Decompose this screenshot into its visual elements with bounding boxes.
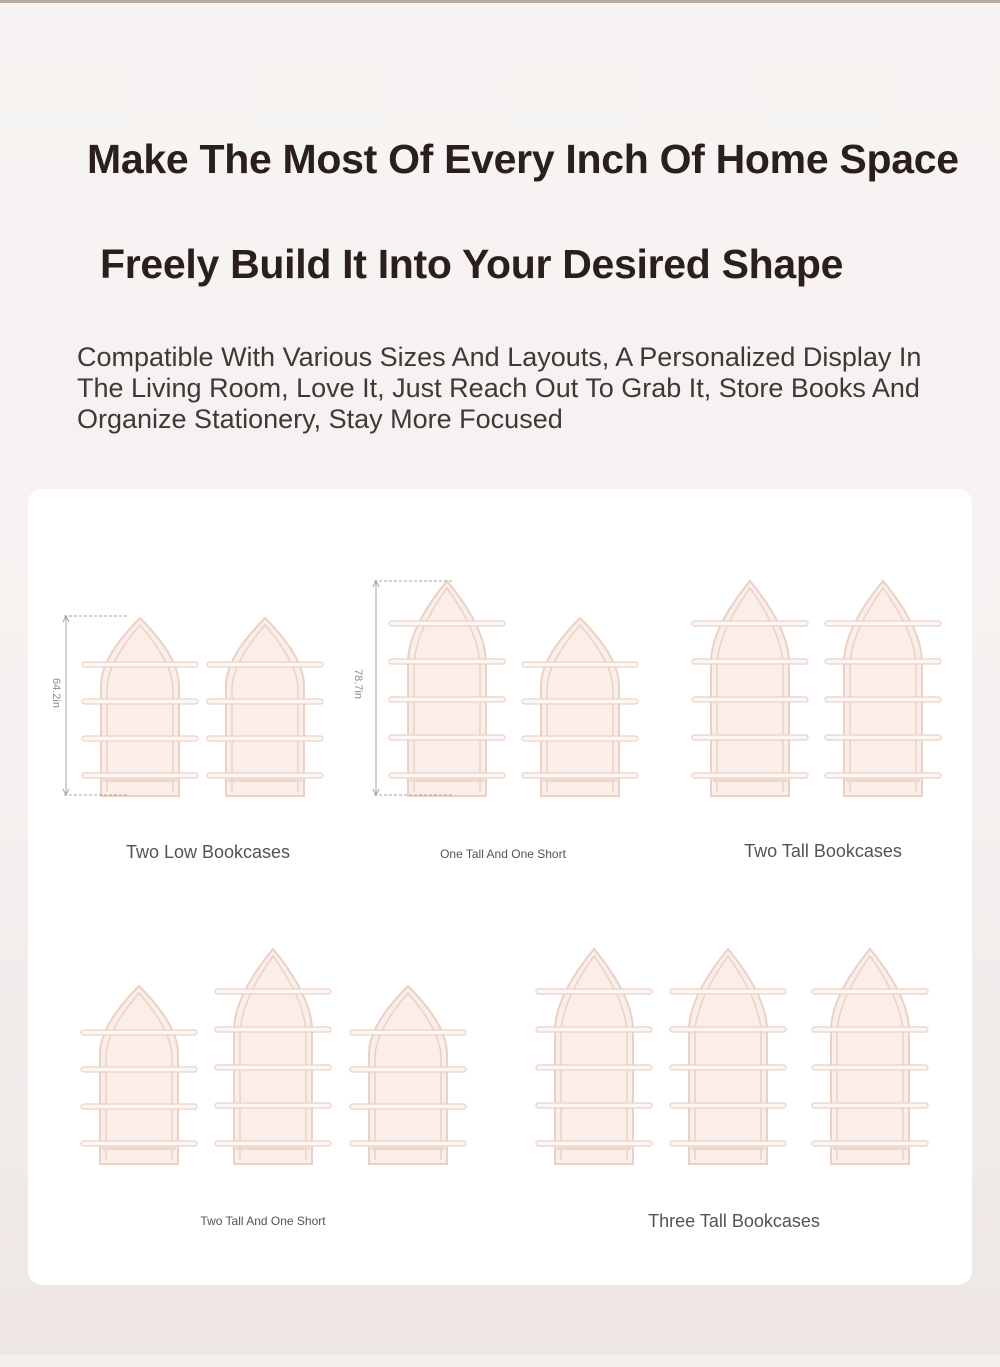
shelf-board bbox=[81, 1104, 197, 1109]
shelf-board bbox=[812, 1027, 928, 1032]
shelf-board bbox=[812, 1103, 928, 1108]
config-label-two-tall-one-short: Two Tall And One Short bbox=[200, 1214, 326, 1228]
shelf-board bbox=[81, 1067, 197, 1072]
config-label-one-tall-one-short: One Tall And One Short bbox=[440, 847, 566, 861]
shelf-board bbox=[207, 773, 323, 778]
shelf-board bbox=[522, 736, 638, 741]
shelf-board bbox=[522, 662, 638, 667]
shelf-board bbox=[522, 699, 638, 704]
shelf-board bbox=[670, 1065, 786, 1070]
shelf-board bbox=[522, 773, 638, 778]
bookcase-frame bbox=[101, 618, 179, 796]
shelf-board bbox=[536, 1027, 652, 1032]
shelf-board bbox=[389, 773, 505, 778]
shelf-board bbox=[82, 736, 198, 741]
shelf-board bbox=[812, 1141, 928, 1146]
shelf-board bbox=[692, 659, 808, 664]
bookcase-tall bbox=[692, 581, 808, 796]
shelf-board bbox=[207, 662, 323, 667]
shelf-board bbox=[670, 1141, 786, 1146]
shelf-board bbox=[81, 1030, 197, 1035]
bookcase-frame bbox=[831, 949, 909, 1164]
shelf-board bbox=[389, 735, 505, 740]
bookcase-frame bbox=[234, 949, 312, 1164]
bottom-accent-board bbox=[691, 1147, 765, 1150]
shelf-board bbox=[215, 1103, 331, 1108]
bookcase-tall bbox=[825, 581, 941, 796]
bookcase-tall bbox=[215, 949, 331, 1164]
bottom-accent-board bbox=[713, 779, 787, 782]
shelf-board bbox=[389, 621, 505, 626]
shelf-board bbox=[207, 699, 323, 704]
shelf-board bbox=[82, 699, 198, 704]
bookcase-short bbox=[207, 618, 323, 796]
shelf-board bbox=[215, 1027, 331, 1032]
shelf-board bbox=[670, 1027, 786, 1032]
shelf-board bbox=[81, 1141, 197, 1146]
bottom-accent-board bbox=[102, 1147, 176, 1150]
bookcase-frame bbox=[555, 949, 633, 1164]
shelf-board bbox=[207, 736, 323, 741]
page-subheadline: Freely Build It Into Your Desired Shape bbox=[100, 241, 844, 287]
shelf-board bbox=[692, 621, 808, 626]
configurations-card bbox=[28, 489, 972, 1285]
config-label-two-low: Two Low Bookcases bbox=[125, 842, 291, 862]
configuration-one-tall-one-short bbox=[373, 581, 638, 796]
configuration-three-tall-bookcases bbox=[536, 949, 928, 1164]
bookcase-frame bbox=[226, 618, 304, 796]
bookcase-frame bbox=[711, 581, 789, 796]
config-label-three-tall: Three Tall Bookcases bbox=[648, 1211, 820, 1231]
configuration-two-low-bookcases bbox=[63, 616, 323, 796]
bookcase-short bbox=[82, 618, 198, 796]
shelf-board bbox=[350, 1067, 466, 1072]
shelf-board bbox=[812, 1065, 928, 1070]
bookcase-frame bbox=[541, 618, 619, 796]
shelf-board bbox=[536, 989, 652, 994]
shelf-board bbox=[215, 989, 331, 994]
configuration-two-tall-one-short bbox=[81, 949, 466, 1164]
bookcase-tall bbox=[670, 949, 786, 1164]
shelf-board bbox=[825, 773, 941, 778]
shelf-board bbox=[389, 697, 505, 702]
shelf-board bbox=[670, 989, 786, 994]
height-dimension-label-tall: 78.7in bbox=[351, 669, 364, 699]
bottom-accent-board bbox=[543, 779, 617, 782]
bookcase-frame bbox=[844, 581, 922, 796]
shelf-board bbox=[825, 621, 941, 626]
bookcase-tall bbox=[536, 949, 652, 1164]
bookcase-tall bbox=[812, 949, 928, 1164]
shelf-board bbox=[215, 1065, 331, 1070]
bottom-accent-board bbox=[557, 1147, 631, 1150]
shelf-board bbox=[812, 989, 928, 994]
bottom-accent-board bbox=[410, 779, 484, 782]
bottom-accent-board bbox=[846, 779, 920, 782]
bookcase-frame bbox=[100, 986, 178, 1164]
shelf-board bbox=[536, 1103, 652, 1108]
shelf-board bbox=[389, 659, 505, 664]
bookcase-frame bbox=[689, 949, 767, 1164]
bookcase-short bbox=[522, 618, 638, 796]
bottom-accent-board bbox=[371, 1147, 445, 1150]
shelf-board bbox=[825, 697, 941, 702]
shelf-board bbox=[825, 659, 941, 664]
bottom-accent-board bbox=[833, 1147, 907, 1150]
bookcase-short bbox=[81, 986, 197, 1164]
shelf-board bbox=[536, 1141, 652, 1146]
top-border-strip bbox=[0, 0, 1000, 3]
bottom-border-strip bbox=[0, 1355, 1000, 1367]
configuration-two-tall-bookcases bbox=[692, 581, 941, 796]
bookcase-tall bbox=[389, 581, 505, 796]
shelf-board bbox=[536, 1065, 652, 1070]
bookcase-frame bbox=[408, 581, 486, 796]
bottom-accent-board bbox=[236, 1147, 310, 1150]
shelf-board bbox=[82, 773, 198, 778]
shelf-board bbox=[692, 735, 808, 740]
shelf-board bbox=[692, 773, 808, 778]
bookcase-short bbox=[350, 986, 466, 1164]
shelf-board bbox=[82, 662, 198, 667]
shelf-board bbox=[215, 1141, 331, 1146]
shelf-board bbox=[350, 1104, 466, 1109]
shelf-board bbox=[350, 1141, 466, 1146]
shelf-board bbox=[825, 735, 941, 740]
shelf-board bbox=[350, 1030, 466, 1035]
bookcase-frame bbox=[369, 986, 447, 1164]
page-headline: Make The Most Of Every Inch Of Home Space bbox=[87, 136, 959, 182]
bottom-accent-board bbox=[228, 779, 302, 782]
description-text: Compatible With Various Sizes And Layouts, A Personalized Display In The Living Room, Love It, Just Reach Out To Grab It, Store Books And Organize Stationery, Stay More Focused bbox=[77, 342, 922, 434]
configurations-illustration bbox=[28, 489, 972, 1285]
height-dimension-label-low: 64.2in bbox=[49, 678, 62, 708]
shelf-board bbox=[692, 697, 808, 702]
bottom-accent-board bbox=[103, 779, 177, 782]
config-label-two-tall: Two Tall Bookcases bbox=[744, 841, 902, 861]
shelf-board bbox=[670, 1103, 786, 1108]
